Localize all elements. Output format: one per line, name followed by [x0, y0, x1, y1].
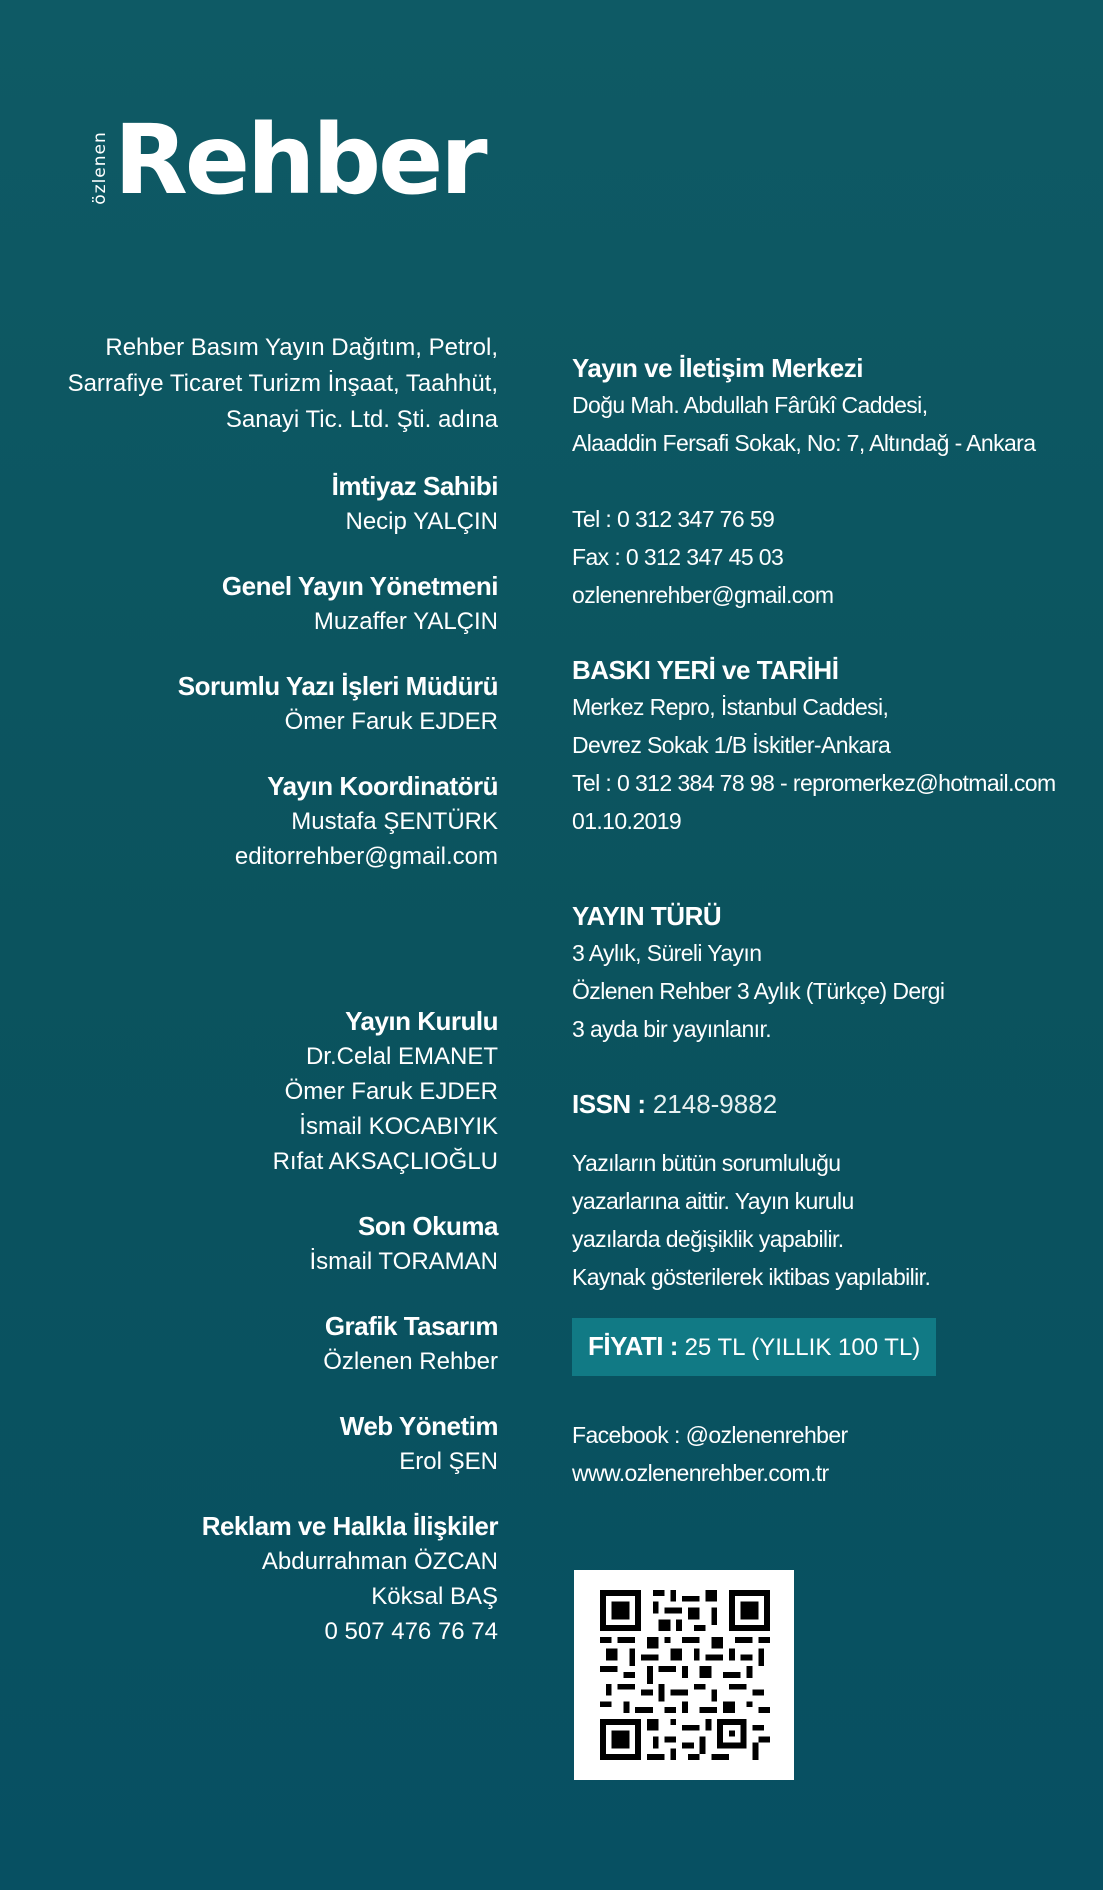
role-title: Sorumlu Yazı İşleri Müdürü	[177, 671, 498, 701]
role-person: Ömer Faruk EJDER	[284, 1078, 498, 1105]
issn-value: 2148-9882	[652, 1089, 778, 1119]
print-line: Merkez Repro, İstanbul Caddesi,	[572, 694, 889, 720]
role-title: Genel Yayın Yönetmeni	[221, 571, 498, 601]
logo-wordmark: Rehber	[114, 104, 485, 216]
qr-code-icon	[574, 1570, 794, 1780]
role-general-editor	[38, 568, 498, 639]
section-title: Yayın ve İletişim Merkezi	[572, 353, 863, 383]
type-line: 3 Aylık, Süreli Yayın	[572, 940, 762, 966]
price-box	[572, 1318, 936, 1376]
address-line: Doğu Mah. Abdullah Fârûkî Caddesi,	[572, 392, 928, 418]
role-title: Son Okuma	[358, 1211, 498, 1241]
section-title: BASKI YERİ ve TARİHİ	[572, 655, 839, 685]
role-person: Dr.Celal EMANET	[305, 1043, 498, 1070]
issn	[572, 1086, 1092, 1122]
price-value: 25 TL (YILLIK 100 TL)	[684, 1334, 921, 1361]
role-person: Abdurrahman ÖZCAN	[261, 1548, 498, 1575]
price-label: FİYATI :	[588, 1331, 678, 1361]
role-coordinator	[38, 768, 498, 874]
role-person: Erol ŞEN	[399, 1448, 498, 1475]
role-graphic-design	[38, 1308, 498, 1379]
role-title: Yayın Kurulu	[345, 1006, 498, 1036]
print-line: Devrez Sokak 1/B İskitler-Ankara	[572, 732, 891, 758]
role-editorial-board	[38, 1003, 498, 1179]
website-link[interactable]: www.ozlenenrehber.com.tr	[572, 1460, 829, 1486]
role-person: Rıfat AKSAÇLIOĞLU	[272, 1148, 498, 1175]
publication-type	[572, 898, 1092, 1048]
print-contact: Tel : 0 312 384 78 98 - repromerkez@hotmail.com	[572, 770, 1056, 796]
role-title: Yayın Koordinatörü	[267, 771, 498, 801]
role-person: Özlenen Rehber	[323, 1348, 498, 1375]
role-web-management	[38, 1408, 498, 1479]
role-title: Web Yönetim	[339, 1411, 498, 1441]
role-title: Reklam ve Halkla İlişkiler	[201, 1511, 498, 1541]
facebook-link[interactable]: Facebook : @ozlenenrehber	[572, 1422, 848, 1448]
print-info	[572, 652, 1092, 840]
role-person: Köksal BAŞ	[371, 1583, 498, 1610]
address-line: Alaaddin Fersafi Sokak, No: 7, Altındağ - Ankara	[572, 430, 1036, 456]
role-person: Ömer Faruk EJDER	[284, 708, 498, 735]
role-person: Mustafa ŞENTÜRK	[291, 808, 498, 835]
type-line: Özlenen Rehber 3 Aylık (Türkçe) Dergi	[572, 978, 945, 1004]
section-title: YAYIN TÜRÜ	[572, 901, 722, 931]
role-proofreading	[38, 1208, 498, 1279]
role-owner	[38, 468, 498, 539]
email: ozlenenrehber@gmail.com	[572, 582, 834, 608]
role-title: Grafik Tasarım	[324, 1311, 498, 1341]
logo-small-text: özlenen	[90, 131, 110, 205]
publication-center	[572, 350, 1092, 614]
role-phone: 0 507 476 76 74	[324, 1618, 498, 1645]
issn-label: ISSN :	[572, 1089, 646, 1119]
role-title: İmtiyaz Sahibi	[331, 471, 498, 501]
phone: Tel : 0 312 347 76 59	[572, 506, 775, 532]
role-person: İsmail TORAMAN	[309, 1248, 498, 1275]
social-links	[572, 1416, 1092, 1492]
masthead-left-column	[38, 330, 498, 1678]
masthead-right-column	[572, 350, 1092, 1492]
type-line: 3 ayda bir yayınlanır.	[572, 1016, 772, 1042]
role-email: editorrehber@gmail.com	[234, 843, 498, 870]
role-person: İsmail KOCABIYIK	[299, 1113, 498, 1140]
logo	[88, 104, 508, 228]
publisher-intro: Rehber Basım Yayın Dağıtım, Petrol, Sarrafiye Ticaret Turizm İnşaat, Taahhüt, Sanayi Tic. Ltd. Şti. adına	[67, 334, 498, 433]
role-managing-editor	[38, 668, 498, 739]
role-person: Necip YALÇIN	[345, 508, 498, 535]
responsibility-notice: Yazıların bütün sorumluluğu yazarlarına aittir. Yayın kurulu yazılarda değişiklik yapabilir. Kaynak gösterilerek iktibas yapılabilir.	[572, 1150, 931, 1290]
print-date: 01.10.2019	[572, 808, 682, 834]
fax: Fax : 0 312 347 45 03	[572, 544, 784, 570]
role-person: Muzaffer YALÇIN	[313, 608, 498, 635]
role-advertising-pr	[38, 1508, 498, 1649]
